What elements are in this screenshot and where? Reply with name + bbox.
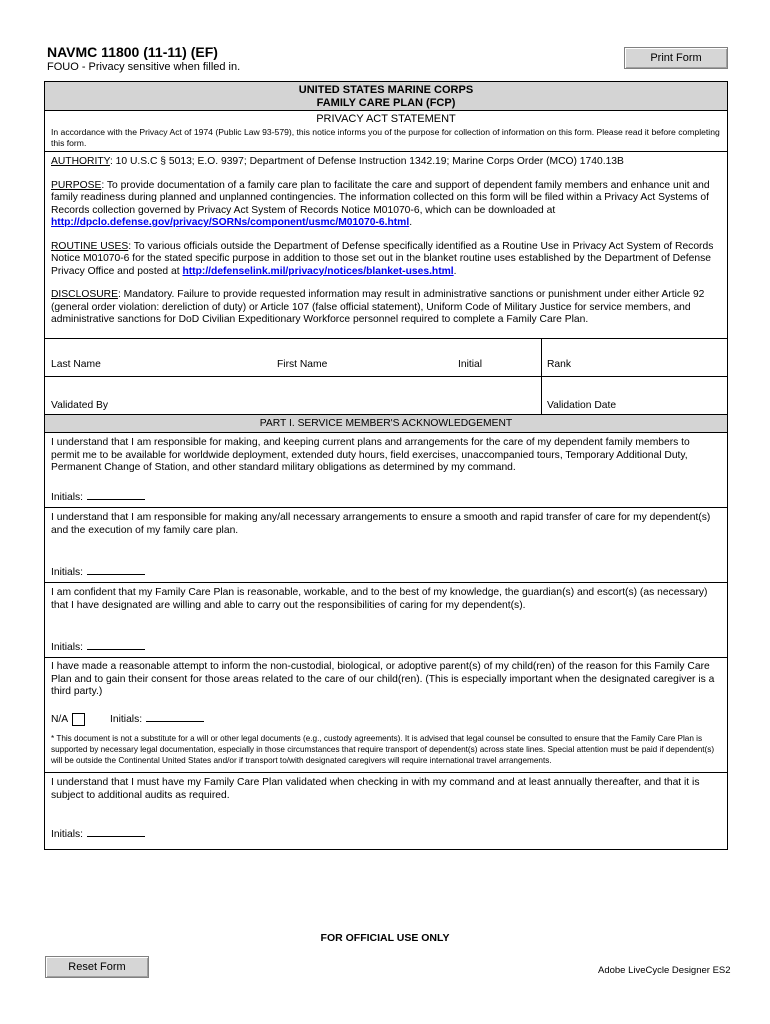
designer-credit: Adobe LiveCycle Designer ES2 bbox=[598, 965, 731, 976]
ack-text-4: I have made a reasonable attempt to inform the non-custodial, biological, or adoptive parent(s) of my child(ren) of the reason for this Family Care Plan and to gain their consent for those areas related to the care of our child(ren). (This is especially important when the designated caregiver is a third party.) bbox=[51, 661, 715, 697]
fouo-notice: FOUO - Privacy sensitive when filled in. bbox=[47, 61, 241, 73]
purpose-paragraph bbox=[51, 180, 721, 230]
fouo-footer: FOR OFFICIAL USE ONLY bbox=[320, 932, 450, 944]
routine-uses-label: ROUTINE USES bbox=[51, 240, 129, 252]
initials-2 bbox=[51, 564, 145, 580]
privacy-text: In accordance with the Privacy Act of 1974 (Public Law 93-579), this notice informs you of the purpose for collection of information on this form. Please read it before completing this form. bbox=[51, 127, 720, 148]
disclosure-label: DISCLOSURE bbox=[51, 289, 118, 300]
form-title bbox=[45, 82, 727, 111]
ack-item-1 bbox=[45, 433, 727, 508]
purpose-end: . bbox=[409, 217, 413, 228]
print-form-button[interactable]: Print Form bbox=[624, 47, 728, 69]
rank-label: Rank bbox=[547, 359, 572, 370]
na-initials-row bbox=[51, 711, 204, 727]
initials-input-5[interactable] bbox=[87, 826, 145, 837]
ack-text-3: I am confident that my Family Care Plan is reasonable, workable, and to the best of my knowledge, the guardian(s) and escort(s) (as necessary) that I have designated are willing and able to carry out the responsibilities of caring for my dependent(s). bbox=[51, 587, 708, 611]
validated-by-field[interactable] bbox=[45, 377, 542, 414]
initials-1 bbox=[51, 489, 145, 505]
authority-text: : 10 U.S.C § 5013; E.O. 9397; Department of Defense Instruction 1342.19; Marine Corps Order (MCO) 1740.13B bbox=[109, 156, 624, 167]
initials-input-2[interactable] bbox=[87, 564, 145, 575]
privacy-act-section bbox=[45, 111, 727, 152]
name-field[interactable] bbox=[45, 339, 542, 376]
last-name-label: Last Name bbox=[51, 359, 101, 370]
family-care-plan-form bbox=[44, 81, 728, 850]
validation-row bbox=[45, 377, 727, 415]
ack-text-1: I understand that I am responsible for making, and keeping current plans and arrangements for the care of my dependent family members to permit me to be available for worldwide deployment, extended duty hours, field exercises, unaccompanied tours, Temporary Additional Duty, Permanent Change of Station, and other standard military obligations as determined by my command. bbox=[51, 437, 690, 473]
initials-label: Initials: bbox=[51, 567, 84, 578]
part-1-heading: PART I. SERVICE MEMBER'S ACKNOWLEDGEMENT bbox=[45, 415, 727, 433]
initials-input-4[interactable] bbox=[146, 711, 204, 722]
validation-date-label: Validation Date bbox=[547, 400, 617, 411]
na-label: N/A bbox=[51, 714, 69, 725]
legal-note: * This document is not a substitute for a will or other legal documents (e.g., custody agreements). It is advised that legal counsel be consulted to ensure that the Family Care Plan is supported by necessary legal documentation, especially in those circumstances that require transport of dependent(s) across state lines. Special attention must be paid if dependent(s) will be outside the Continental United States and/or if transport to/with designated caregivers will require international travel arrangements. bbox=[51, 734, 715, 765]
validation-date-field[interactable] bbox=[542, 377, 727, 414]
routine-uses-paragraph bbox=[51, 241, 721, 279]
purpose-text: : To provide documentation of a family care plan to facilitate the care and support of dependent family members and enhance unit and family readiness during planned and unplanned contingencies. The information collected on this form will be filed within a Privacy Act Systems of Records collection governed by Privacy Act System of Records Notice M01070-6, which can be downloaded at bbox=[51, 179, 710, 216]
initials-input-3[interactable] bbox=[87, 639, 145, 650]
statement-section bbox=[45, 152, 727, 339]
authority-label: AUTHORITY bbox=[51, 156, 110, 167]
reset-form-button[interactable]: Reset Form bbox=[45, 956, 149, 978]
form-id: NAVMC 11800 (11-11) (EF) bbox=[47, 44, 218, 60]
ack-text-5: I understand that I must have my Family Care Plan validated when checking in with my command and at least annually thereafter, and that it is subject to additional audits as required. bbox=[51, 777, 700, 801]
initials-5 bbox=[51, 826, 145, 842]
disclosure-text: : Mandatory. Failure to provide requested information may result in administrative sanctions or punishment under either Article 92 (general order violation: dereliction of duty) or Article 107 (false official statement), Uniform Code of Military Justice for service members, and administrative sanctions for DoD Civilian Expeditionary Workforce personnel required to complete a Family Care Plan. bbox=[51, 289, 705, 325]
sorn-link[interactable]: http://dpclo.defense.gov/privacy/SORNs/component/usmc/M01070-6.html bbox=[51, 217, 410, 228]
purpose-label: PURPOSE bbox=[51, 179, 102, 191]
first-name-label: First Name bbox=[277, 359, 328, 370]
initials-input-1[interactable] bbox=[87, 489, 145, 500]
privacy-heading: PRIVACY ACT STATEMENT bbox=[316, 113, 456, 125]
blanket-uses-link[interactable]: http://defenselink.mil/privacy/notices/blanket-uses.html bbox=[182, 265, 454, 277]
initial-label: Initial bbox=[458, 359, 483, 370]
disclosure-paragraph bbox=[51, 289, 721, 327]
initials-label: Initials: bbox=[51, 492, 84, 503]
initials-3 bbox=[51, 639, 145, 655]
ack-item-2 bbox=[45, 508, 727, 583]
routine-uses-end: . bbox=[453, 265, 457, 277]
initials-label: Initials: bbox=[51, 642, 84, 653]
rank-field[interactable] bbox=[542, 339, 727, 376]
ack-item-3 bbox=[45, 583, 727, 658]
routine-uses-text: : To various officials outside the Department of Defense specifically identified as a Routine Use in Privacy Act System of Records Notice M01070-6 for the stated specific purpose in addition to those set out in the blanket routine uses established by the Department of Defense Privacy Office and posted at bbox=[51, 240, 714, 277]
title-line-1: UNITED STATES MARINE CORPS bbox=[298, 84, 474, 96]
initials-label: Initials: bbox=[110, 714, 143, 725]
ack-item-5 bbox=[45, 773, 727, 849]
validated-by-label: Validated By bbox=[51, 400, 109, 411]
title-line-2: FAMILY CARE PLAN (FCP) bbox=[316, 97, 456, 109]
name-row bbox=[45, 339, 727, 377]
initials-label: Initials: bbox=[51, 829, 84, 840]
ack-item-4 bbox=[45, 658, 727, 773]
ack-text-2: I understand that I am responsible for making any/all necessary arrangements to ensure a smooth and rapid transfer of care for my dependent(s) and the execution of my family care plan. bbox=[51, 512, 711, 536]
authority-paragraph bbox=[51, 156, 721, 169]
na-checkbox[interactable] bbox=[72, 713, 85, 726]
